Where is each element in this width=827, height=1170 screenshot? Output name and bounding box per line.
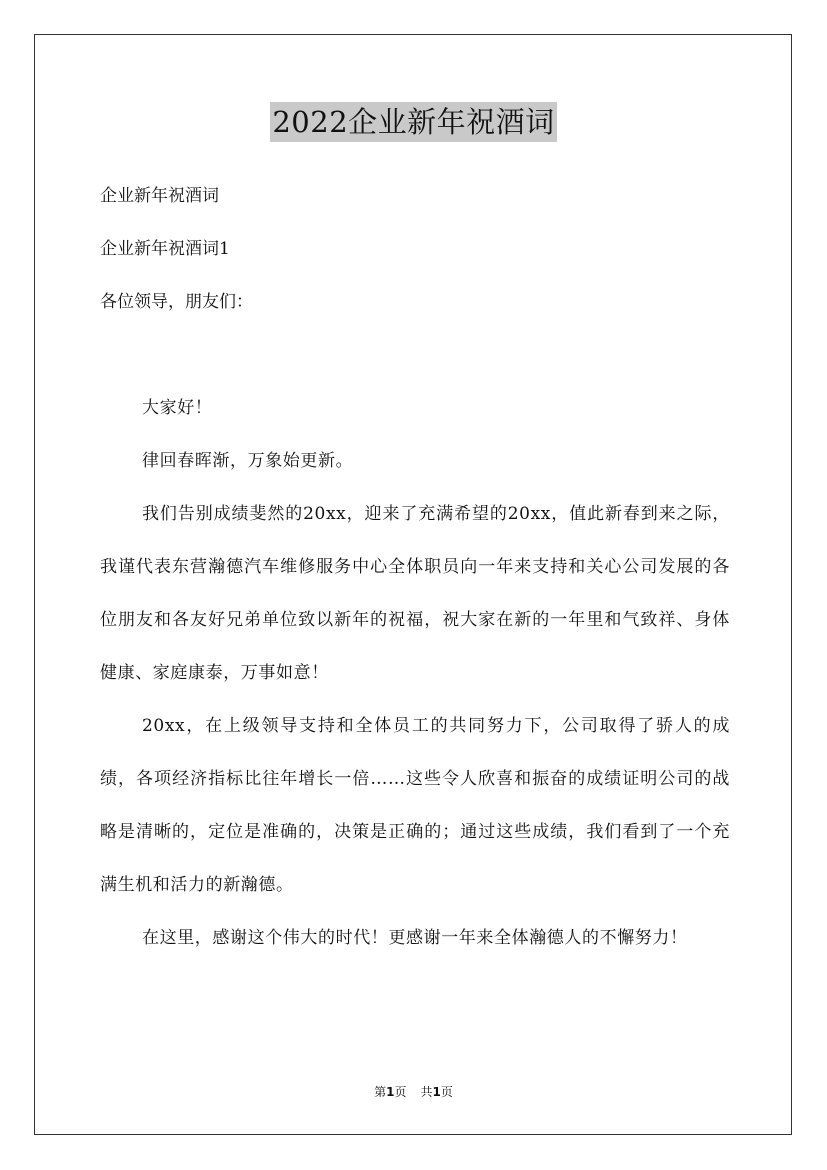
paragraph: 大家好！ bbox=[142, 398, 213, 418]
total-prefix: 共 bbox=[420, 1085, 433, 1099]
subtitle: 企业新年祝酒词 bbox=[100, 186, 219, 206]
page-prefix: 第 bbox=[374, 1085, 387, 1099]
page-footer bbox=[0, 1083, 827, 1100]
salutation: 各位领导，朋友们： bbox=[100, 292, 253, 312]
paragraph: 我们告别成绩斐然的20xx，迎来了充满希望的20xx，值此新春到来之际，我谨代表东营瀚德汽车维修服务中心全体职员向一年来支持和关心公司发展的各位朋友和各友好兄弟单位致以新年的祝福，祝大家在新的一年里和气致祥、身体健康、家庭康泰，万事如意！ bbox=[100, 504, 730, 683]
document-title: 2022企业新年祝酒词 bbox=[270, 102, 556, 142]
paragraph: 20xx，在上级领导支持和全体员工的共同努力下，公司取得了骄人的成绩，各项经济指标比往年增长一倍……这些令人欣喜和振奋的成绩证明公司的战略是清晰的，定位是准确的，决策是正确的；通过这些成绩，我们看到了一个充满生机和活力的新瀚德。 bbox=[100, 716, 730, 895]
section-title: 企业新年祝酒词1 bbox=[100, 239, 230, 259]
page-number: 1 bbox=[386, 1085, 395, 1099]
blank-line bbox=[100, 329, 730, 382]
document-body bbox=[100, 170, 730, 965]
total-pages: 1 bbox=[432, 1085, 441, 1099]
title-container bbox=[0, 102, 827, 142]
page-suffix: 页 bbox=[394, 1085, 407, 1099]
paragraph: 在这里，感谢这个伟大的时代！更感谢一年来全体瀚德人的不懈努力！ bbox=[142, 928, 688, 948]
total-suffix: 页 bbox=[440, 1085, 453, 1099]
paragraph: 律回春晖渐，万象始更新。 bbox=[142, 451, 354, 471]
